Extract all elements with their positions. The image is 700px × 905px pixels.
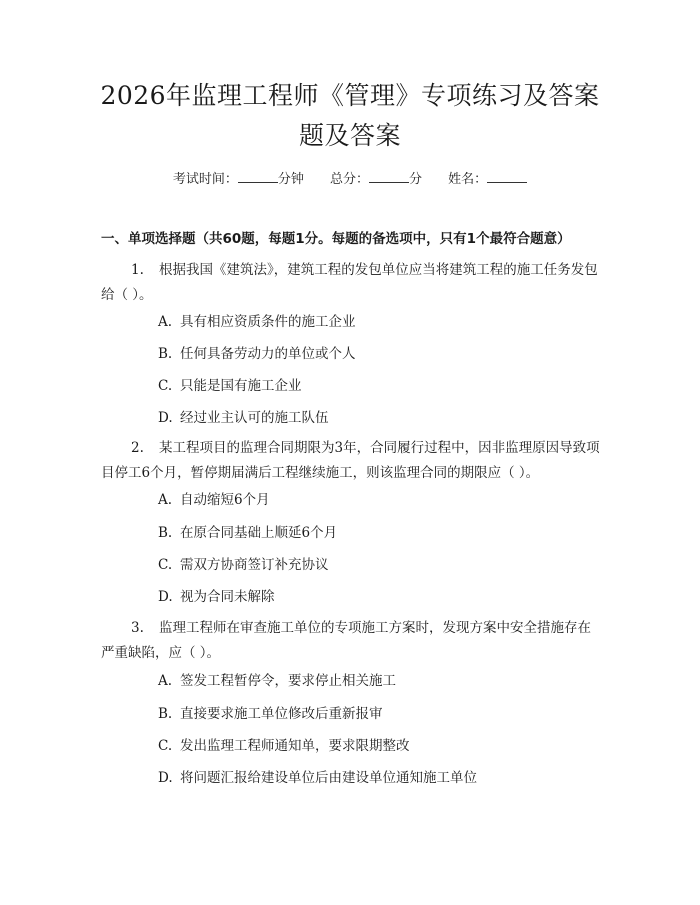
- option-letter: C.: [158, 738, 173, 754]
- question-3: [101, 616, 601, 666]
- option-text: 直接要求施工单位修改后重新报审: [180, 706, 383, 722]
- question-number: 3.: [131, 620, 144, 636]
- question-2: [101, 436, 601, 486]
- option-text: 视为合同未解除: [180, 589, 275, 605]
- question-2-option-d: [158, 587, 618, 607]
- option-letter: A.: [158, 314, 173, 330]
- option-letter: B.: [158, 525, 173, 541]
- question-2-option-a: [158, 490, 618, 510]
- title-line-1: 2026年监理工程师《管理》专项练习及答案: [100, 81, 600, 110]
- option-letter: A.: [158, 492, 173, 508]
- question-2-option-b: [158, 523, 618, 543]
- question-2-option-c: [158, 555, 618, 575]
- question-number: 2.: [131, 440, 144, 456]
- exam-meta: [0, 168, 700, 190]
- option-text: 具有相应资质条件的施工企业: [180, 314, 356, 330]
- option-letter: C.: [158, 557, 173, 573]
- option-letter: B.: [158, 346, 173, 362]
- time-unit: 分钟: [277, 172, 304, 187]
- page-title: [60, 76, 640, 156]
- question-3-option-c: [158, 736, 618, 756]
- section-heading: 一、单项选择题（共60题，每题1分。每题的备选项中，只有1个最符合题意）: [101, 231, 571, 247]
- question-number: 1.: [131, 262, 144, 278]
- question-3-option-d: [158, 768, 618, 788]
- time-label: 考试时间：: [172, 172, 238, 187]
- option-text: 任何具备劳动力的单位或个人: [180, 346, 356, 362]
- question-1-option-a: [158, 312, 618, 332]
- option-text: 自动缩短6个月: [180, 492, 270, 508]
- option-letter: D.: [158, 589, 173, 605]
- name-label: 姓名：: [448, 172, 488, 187]
- option-letter: B.: [158, 706, 173, 722]
- option-letter: D.: [158, 770, 173, 786]
- total-score: [330, 168, 422, 190]
- question-1-option-d: [158, 408, 618, 428]
- time-blank: [238, 168, 278, 183]
- name-blank: [487, 168, 527, 183]
- option-letter: D.: [158, 410, 173, 426]
- question-text: 某工程项目的监理合同期限为3年，合同履行过程中，因非监理原因导致项目停工6个月，暂停期届满后工程继续施工，则该监理合同的期限应（ ）。: [101, 440, 600, 481]
- question-text: 监理工程师在审查施工单位的专项施工方案时，发现方案中安全措施存在严重缺陷，应（ ）。: [101, 620, 591, 661]
- option-text: 在原合同基础上顺延6个月: [180, 525, 338, 541]
- question-1-option-c: [158, 376, 618, 396]
- option-text: 将问题汇报给建设单位后由建设单位通知施工单位: [180, 770, 477, 786]
- option-text: 发出监理工程师通知单，要求限期整改: [180, 738, 410, 754]
- option-text: 需双方协商签订补充协议: [180, 557, 329, 573]
- option-text: 签发工程暂停令，要求停止相关施工: [180, 673, 396, 689]
- question-3-option-a: [158, 671, 618, 691]
- option-letter: C.: [158, 378, 173, 394]
- exam-time: [173, 168, 304, 190]
- option-text: 只能是国有施工企业: [180, 378, 302, 394]
- question-3-option-b: [158, 704, 618, 724]
- title-line-2: 题及答案: [298, 121, 401, 150]
- question-text: 根据我国《建筑法》，建筑工程的发包单位应当将建筑工程的施工任务发包给（ ）。: [101, 262, 598, 303]
- option-letter: A.: [158, 673, 173, 689]
- student-name: [448, 168, 527, 190]
- option-text: 经过业主认可的施工队伍: [180, 410, 329, 426]
- score-blank: [369, 168, 409, 183]
- score-unit: 分: [409, 172, 423, 187]
- score-label: 总分：: [329, 172, 369, 187]
- question-1: [101, 258, 601, 308]
- question-1-option-b: [158, 344, 618, 364]
